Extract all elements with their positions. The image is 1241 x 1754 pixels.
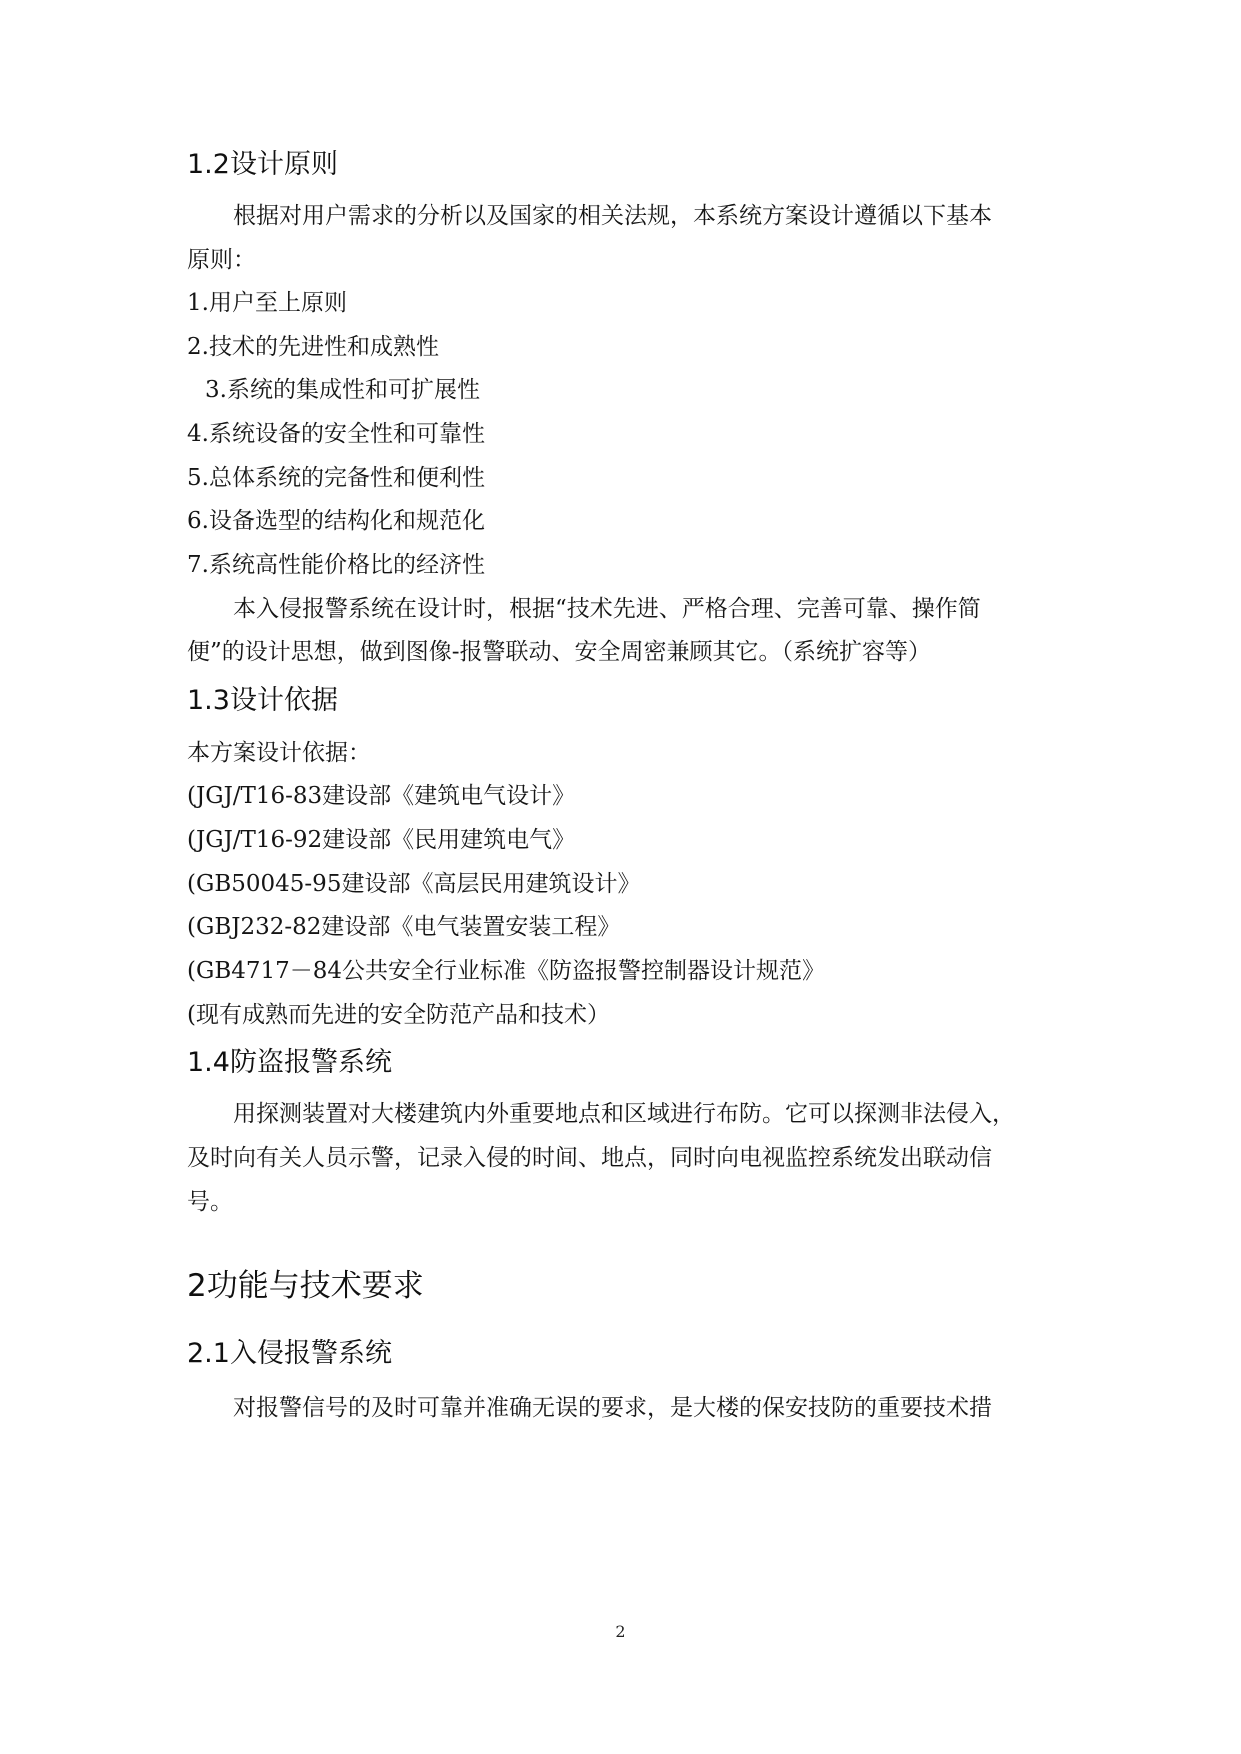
reference-item: (GBJ232-82建设部《电气装置安装工程》 [187, 914, 621, 940]
page-number: 2 [615, 1622, 626, 1641]
chapter-heading-2: 2功能与技术要求 [187, 1268, 424, 1304]
section-heading-2-1: 2.1入侵报警系统 [187, 1338, 392, 1369]
list-item: 7.系统高性能价格比的经济性 [187, 552, 485, 578]
reference-item: (现有成熟而先进的安全防范产品和技术） [187, 1002, 610, 1028]
paragraph-line: 原则： [187, 247, 256, 273]
paragraph-line: 本入侵报警系统在设计时，根据“技术先进、严格合理、完善可靠、操作简 [233, 596, 981, 622]
section-heading-1-4: 1.4防盗报警系统 [187, 1047, 392, 1078]
paragraph-line: 便”的设计思想，做到图像-报警联动、安全周密兼顾其它。（系统扩容等） [187, 639, 932, 665]
list-item: 1.用户至上原则 [187, 290, 347, 316]
paragraph-line: 及时向有关人员示警，记录入侵的时间、地点，同时向电视监控系统发出联动信 [187, 1145, 992, 1171]
list-item: 2.技术的先进性和成熟性 [187, 334, 439, 360]
paragraph-line: 号。 [187, 1189, 233, 1215]
list-item: 6.设备选型的结构化和规范化 [187, 508, 485, 534]
section-heading-1-3: 1.3设计依据 [187, 685, 338, 716]
paragraph-line: 本方案设计依据： [187, 740, 371, 766]
section-heading-1-2: 1.2设计原则 [187, 149, 338, 180]
paragraph-line: 根据对用户需求的分析以及国家的相关法规，本系统方案设计遵循以下基本 [233, 203, 992, 229]
reference-item: (GB4717－84公共安全行业标准《防盗报警控制器设计规范》 [187, 958, 826, 984]
list-item: 5.总体系统的完备性和便利性 [187, 465, 485, 491]
paragraph-line: 用探测装置对大楼建筑内外重要地点和区域进行布防。它可以探测非法侵入， [233, 1101, 1015, 1127]
list-item: 4.系统设备的安全性和可靠性 [187, 421, 485, 447]
reference-item: (JGJ/T16-92建设部《民用建筑电气》 [187, 827, 576, 853]
reference-item: (JGJ/T16-83建设部《建筑电气设计》 [187, 783, 576, 809]
list-item: 3.系统的集成性和可扩展性 [205, 377, 480, 403]
paragraph-line: 对报警信号的及时可靠并准确无误的要求，是大楼的保安技防的重要技术措 [233, 1395, 992, 1421]
reference-item: (GB50045-95建设部《高层民用建筑设计》 [187, 871, 641, 897]
